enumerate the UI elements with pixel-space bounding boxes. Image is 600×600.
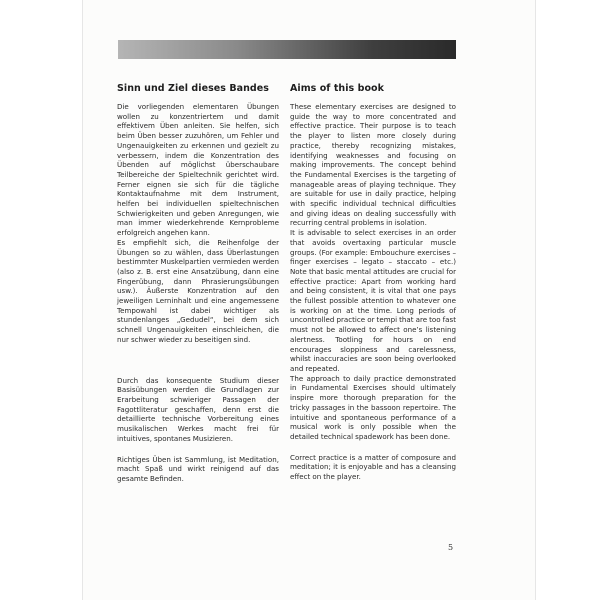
header-gradient-bar [118, 40, 456, 59]
english-paragraph-2: It is advisable to select exercises in an order that avoids overtaxing particular muscle groups. (For example: Embouchure exercises – finger exercises – legato – staccato – etc.) Note that basic mental attitudes are crucial for effective practice: Apart from working hard and being consistent, it is vital that one pays the fullest possible attention to whatever one is working on at the time. Long periods of uncontrolled practice or tempi that are too fast must not be allowed to affect one’s listening alertness. Tootling for hours on end encourages sloppiness and carelessness, whilst inaccuracies are soon being overlooked and repeated. [290, 228, 456, 373]
english-paragraph-1: These elementary exercises are designed to guide the way to more concentrated and effective practice. Their purpose is to teach the player to listen more closely during practice, thereby recognizing mistakes, identifying weaknesses and focusing on making improvements. The concept behind the Fundamental Exercises is the targeting of manageable areas of playing technique. They are suitable for use in daily practice, helping with specific individual technical difficulties and giving ideas on dealing successfully with recurring central problems in isolation. [290, 102, 456, 228]
german-paragraph-3: Durch das konsequente Studium dieser Basisübungen werden die Grundlagen zur Erarbeitung schwieriger Passagen der Fagottliteratur geschaffen, denn erst die detaillierte technische Vorbereitung eines musikalischen Werkes macht frei für intuitives, spontanes Musizieren. [117, 375, 279, 443]
paragraph-spacer [117, 444, 279, 455]
paragraph-spacer [117, 345, 279, 376]
english-heading: Aims of this book [290, 83, 384, 94]
german-paragraph-4: Richtiges Üben ist Sammlung, ist Meditation, macht Spaß und wirkt reinigend auf das gesamte Befinden. [117, 454, 279, 483]
german-heading: Sinn und Ziel dieses Bandes [117, 83, 269, 94]
german-paragraph-1: Die vorliegenden elementaren Übungen wollen zu konzentriertem und damit effektivem Üben anleiten. Sie helfen, sich beim Üben besser zuzuhören, um Fehler und Ungenauigkeiten zu erkennen und gezielt zu verbessern, indem die Konzentration des Übenden auf möglichst überschaubare Teilbereiche der Spieltechnik gerichtet wird. Ferner eignen sie sich für die tägliche Kontaktaufnahme mit dem Instrument, helfen bei individuellen spieltechnischen Schwierigkeiten und geben Anregungen, wie man immer wiederkehrende Kernprobleme erfolgreich angehen kann. [117, 102, 279, 238]
english-paragraph-3: The approach to daily practice demonstrated in Fundamental Exercises should ultimately inspire more thorough preparation for the tricky passages in the bassoon repertoire. The intuitive and spontaneous performance of a musical work is only possible when the detailed technical spadework has been done. [290, 373, 456, 441]
german-column [117, 83, 279, 484]
paragraph-spacer [290, 442, 456, 453]
english-paragraph-4: Correct practice is a matter of composure and meditation; it is enjoyable and has a cleansing effect on the player. [290, 452, 456, 482]
page-number: 5 [448, 543, 454, 552]
german-paragraph-2: Es empfiehlt sich, die Reihenfolge der Übungen so zu wählen, dass Überlastungen bestimmter Muskelpartien vermieden werden (also z. B. erst eine Ansatzübung, dann eine Fingerübung, dann Phrasierungsübungen usw.). Äußerste Konzentration auf den jeweiligen Lerninhalt und eine angemessene Tempowahl ist dabei wichtiger als stundenlanges „Gedudel“, bei dem sich schnell Ungenauigkeiten einschleichen, die nur schwer wieder zu beseitigen sind. [117, 237, 279, 344]
english-column [290, 83, 456, 482]
